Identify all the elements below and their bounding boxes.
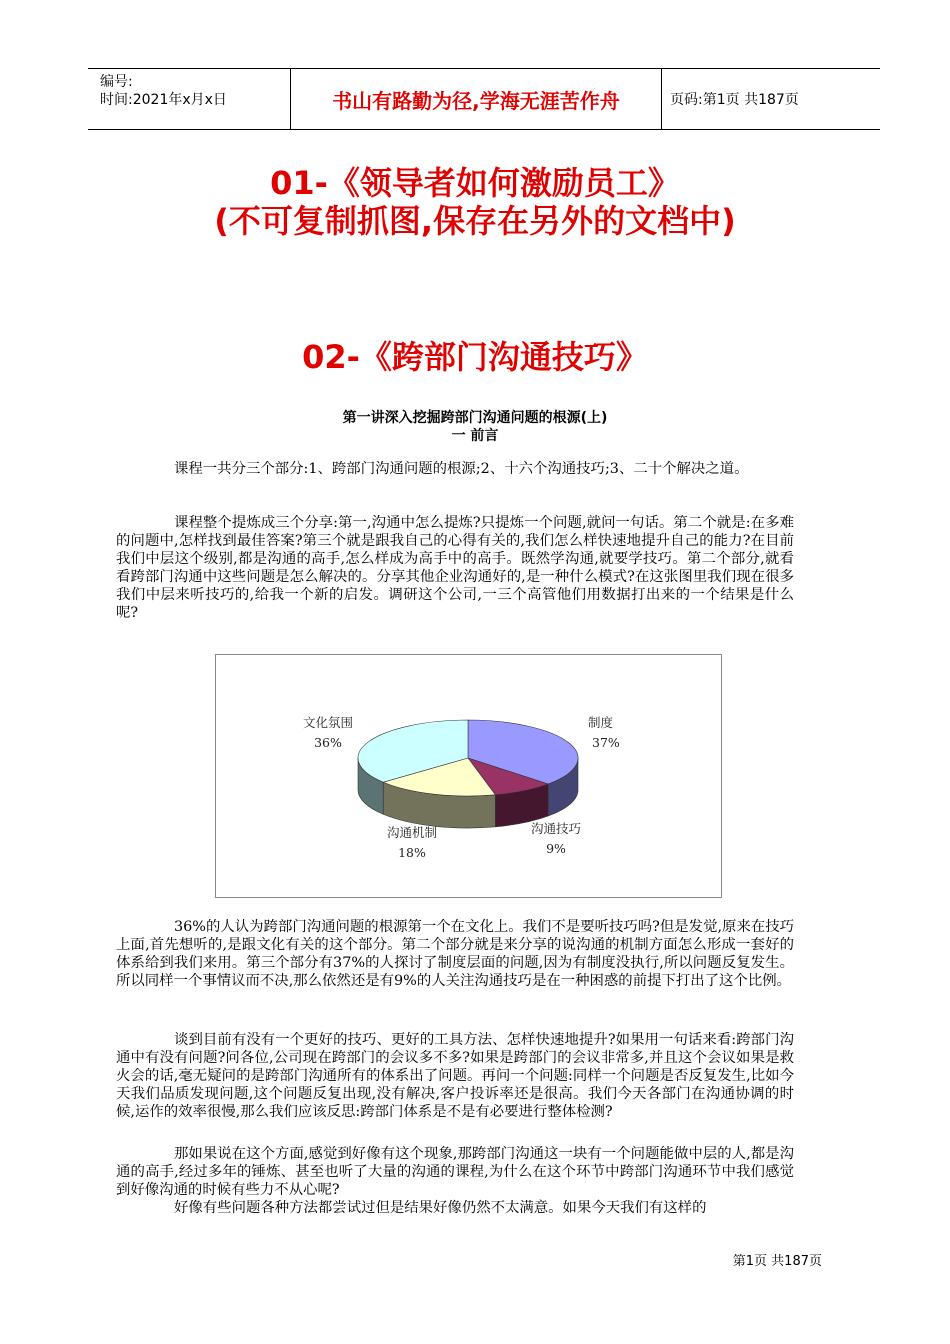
- pie-label-name: 沟通技巧: [530, 821, 582, 836]
- pie-label-pct: 37%: [592, 735, 620, 750]
- footer-page-label: 第1页 共187页: [732, 1254, 822, 1269]
- paragraph-4: 谈到目前有没有一个更好的技巧、更好的工具方法、怎样快速地提升?如果用一句话来看:跨部门沟通中有没有问题?问各位,公司现在跨部门的会议多不多?如果是跨部门的会议非常多,并且这个会议如果是救火会的话,毫无疑问的是跨部门沟通所有的体系出了问题。再问一个问题:同样一个问题是否反复发生,比如今天我们品质发现问题,这个问题反复出现,没有解决,客户投诉率还是很高。我们今天各部门在沟通协调的时候,运作的效率很慢,那么我们应该反思:跨部门体系是不是有必要进行整体检测?: [116, 1032, 794, 1120]
- doc-title-1: 01-《领导者如何激励员工》: [270, 164, 680, 202]
- pie-label-pct: 9%: [546, 841, 566, 856]
- doc-time-label: 时间:2021年x月x日: [100, 92, 227, 108]
- doc-title-2: 02-《跨部门沟通技巧》: [302, 338, 648, 376]
- paragraph-6: 好像有些问题各种方法都尝试过但是结果好像仍然不太满意。如果今天我们有这样的: [174, 1200, 707, 1216]
- paragraph-2: 课程整个提炼成三个分享:第一,沟通中怎么提炼?只提炼一个问题,就问一句话。第二个就是:在多难的问题中,怎样找到最佳答案?第三个就是跟我自己的心得有关的,我们怎么样快速地提升自己的能力?在目前我们中层这个级别,都是沟通的高手,怎么样成为高手中的高手。既然学沟通,就要学技巧。第二个部分,就看看跨部门沟通中这些问题是怎么解决的。分享其他企业沟通好的,是一种什么模式?在这张图里我们现在很多我们中层来听技巧的,给我一个新的启发。调研这个公司,一三个高管他们用数据打出来的一个结果是什么呢?: [116, 515, 794, 621]
- lecture-title: 第一讲深入挖掘跨部门沟通问题的根源(上): [342, 410, 608, 426]
- pie-chart-svg: [216, 655, 721, 897]
- pie-chart: [215, 654, 722, 898]
- paragraph-1: 课程一共分三个部分:1、跨部门沟通问题的根源;2、十六个沟通技巧;3、二十个解决之道。: [174, 461, 749, 477]
- header-table: [88, 68, 880, 130]
- pie-label-pct: 18%: [398, 845, 426, 860]
- pie-label-name: 文化氛围: [302, 715, 354, 730]
- paragraph-5: 那如果说在这个方面,感觉到好像有这个现象,那跨部门沟通这一块有一个问题能做中层的人,都是沟通的高手,经过多年的锤炼、甚至也听了大量的沟通的课程,为什么在这个环节中跨部门沟通环节中我们感觉到好像沟通的时候有些力不从心呢?: [116, 1146, 794, 1198]
- header-meta-cell: [88, 69, 291, 129]
- pie-label-name: 制度: [588, 715, 614, 730]
- header-motto: 书山有路勤为径,学海无涯苦作舟: [291, 69, 662, 129]
- header-page-label: 页码:第1页 共187页: [670, 92, 799, 108]
- paragraph-3: 36%的人认为跨部门沟通问题的根源第一个在文化上。我们不是要听技巧吗?但是发觉,原来在技巧上面,首先想听的,是跟文化有关的这个部分。第二个部分就是来分享的说沟通的机制方面怎么形成一套好的体系给到我们来用。第三个部分有37%的人探讨了制度层面的问题,因为有制度没执行,所以问题反复发生。所以同样一个事情议而不决,那么依然还是有9%的人关注沟通技巧是在一种困惑的前提下打出了这个比例。: [116, 919, 794, 989]
- pie-label-name: 沟通机制: [386, 825, 438, 840]
- doc-title-1-note: (不可复制抓图,保存在另外的文档中): [214, 202, 736, 240]
- section-title: 一 前言: [451, 428, 499, 444]
- doc-number-label: 编号:: [100, 74, 133, 90]
- pie-label-pct: 36%: [314, 735, 342, 750]
